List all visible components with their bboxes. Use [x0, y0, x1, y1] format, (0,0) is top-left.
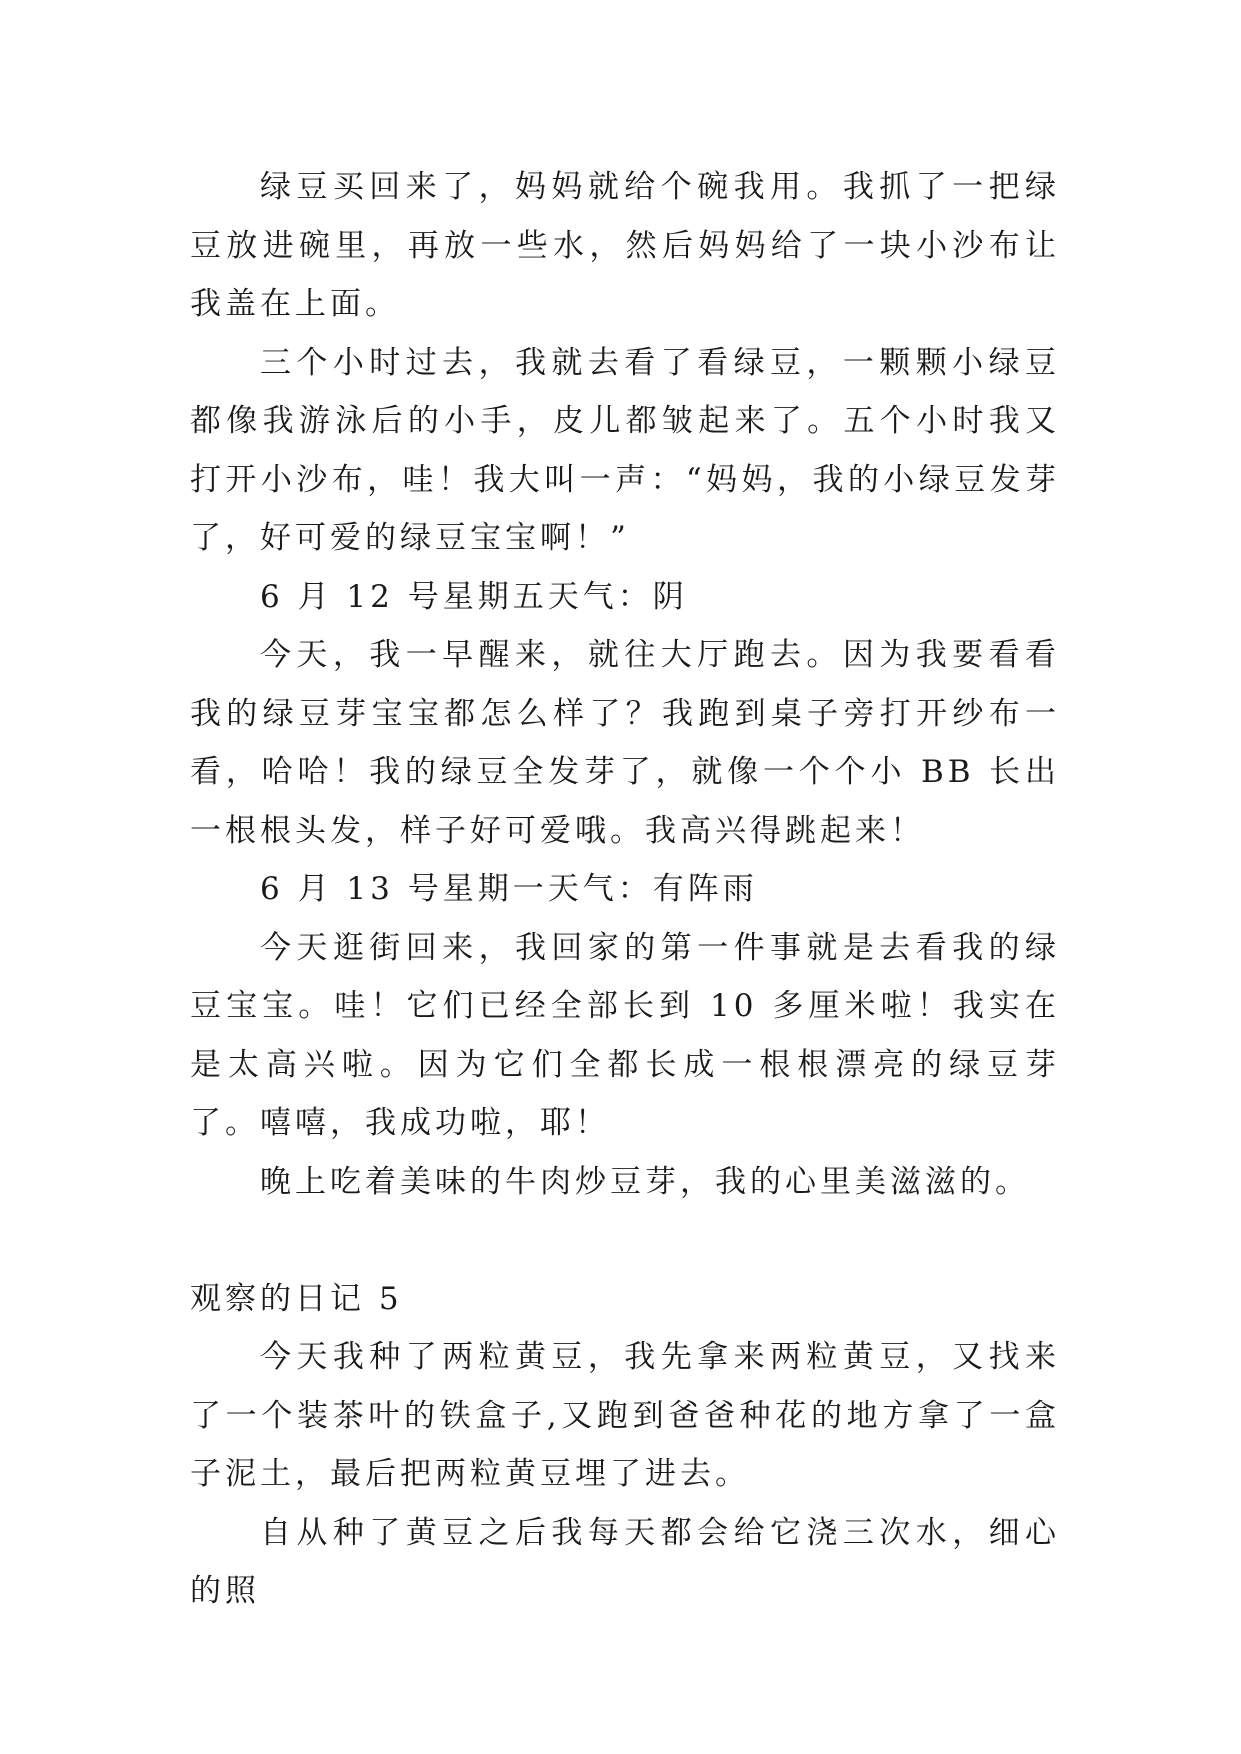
- paragraph: 今天逛街回来，我回家的第一件事就是去看我的绿豆宝宝。哇！它们已经全部长到 10 多厘米啦！我实在是太高兴啦。因为它们全都长成一根根漂亮的绿豆芽了。嘻嘻，我成功啦，耶！: [190, 929, 1060, 1141]
- diary-date-line: 6 月 12 号星期五天气：阴: [260, 578, 688, 615]
- paragraph: 今天我种了两粒黄豆，我先拿来两粒黄豆，又找来了一个装茶叶的铁盒子,又跑到爸爸种花的地方拿了一盒子泥土，最后把两粒黄豆埋了进去。: [190, 1339, 1060, 1492]
- paragraph: 绿豆买回来了，妈妈就给个碗我用。我抓了一把绿豆放进碗里，再放一些水，然后妈妈给了一块小沙布让我盖在上面。: [190, 169, 1060, 322]
- paragraph: 三个小时过去，我就去看了看绿豆，一颗颗小绿豆都像我游泳后的小手，皮儿都皱起来了。五个小时我又打开小沙布，哇！我大叫一声：“妈妈，我的小绿豆发芽了，好可爱的绿豆宝宝啊！”: [190, 344, 1060, 556]
- diary-date-line: 6 月 13 号星期一天气：有阵雨: [260, 871, 758, 907]
- section-spacer: [190, 1211, 1060, 1270]
- paragraph: 今天，我一早醒来，就往大厅跑去。因为我要看看我的绿豆芽宝宝都怎么样了？我跑到桌子旁打开纱布一看，哈哈！我的绿豆全发芽了，就像一个个小 BB 长出一根根头发，样子好可爱哦。我高兴得跳起来！: [190, 637, 1060, 849]
- paragraph: 晚上吃着美味的牛肉炒豆芽，我的心里美滋滋的。: [260, 1163, 1030, 1200]
- document-body: [190, 158, 1060, 1621]
- section-title: 观察的日记 5: [190, 1280, 403, 1317]
- paragraph: 自从种了黄豆之后我每天都会给它浇三次水，细心的照: [190, 1514, 1060, 1609]
